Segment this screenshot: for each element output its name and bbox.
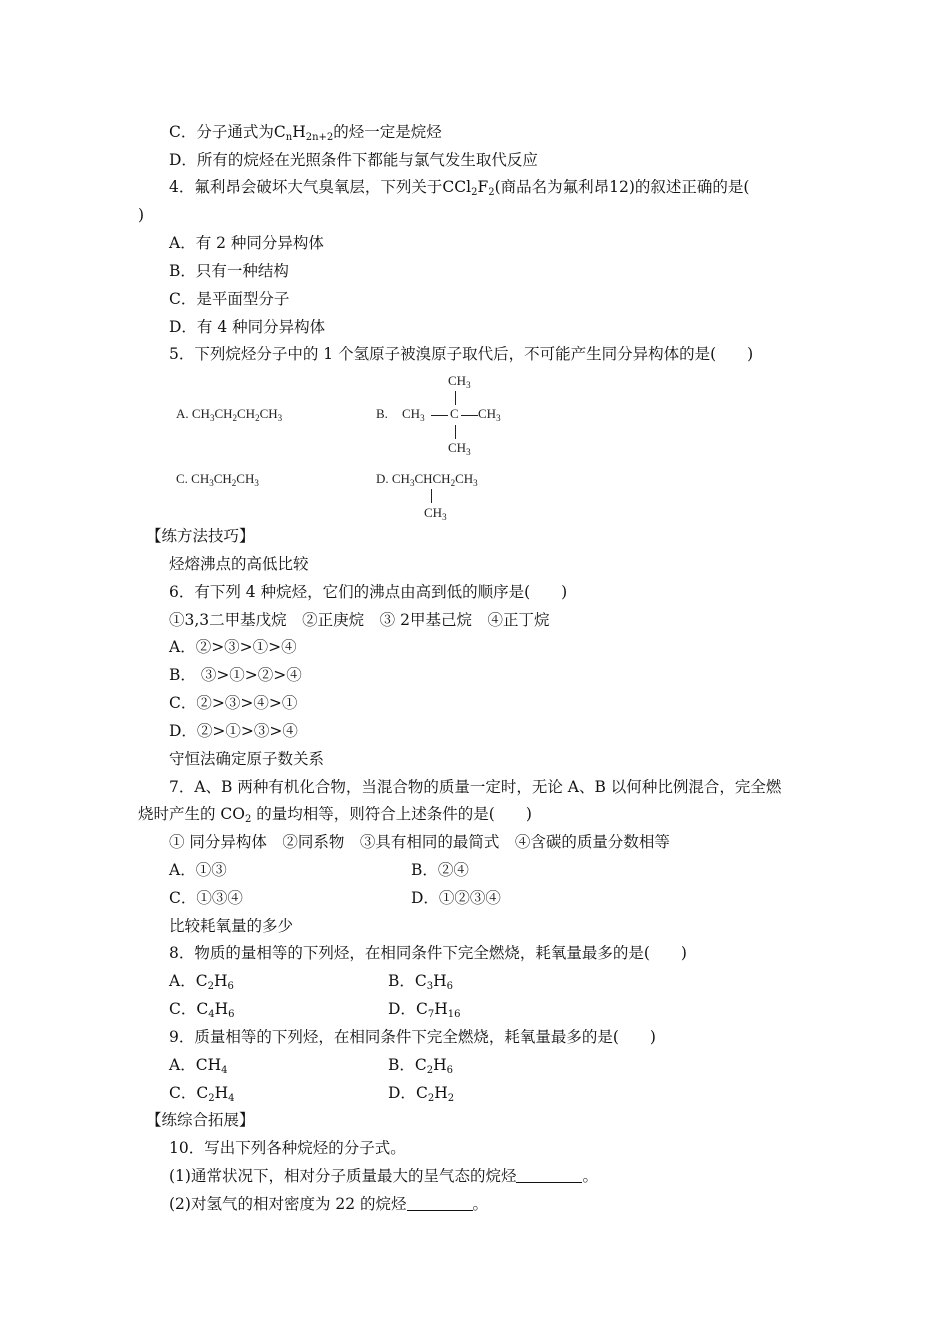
q4-option-c: C．是平面型分子 [169,290,290,308]
q4-option-b: B．只有一种结构 [169,262,289,280]
q8-option-c: C．$C_4H_6$ [169,1000,235,1020]
q7-stem-2: 烧时产生的 $CO_2$ 的量均相等，则符合上述条件的是( ) [138,805,532,825]
q7-stem-1: 7．A、B 两种有机化合物，当混合物的质量一定时，无论 A、B 以何种比例混合，完全燃 [169,778,782,796]
q6-option-c: C．②>③>④>① [169,694,298,712]
section-heading-methods: 【练方法技巧】 [146,527,255,545]
q6-option-d: D．②>①>③>④ [169,722,298,740]
section-heading-comprehensive: 【练综合拓展】 [146,1111,255,1129]
q8-option-a: A．$C_2H_6$ [169,972,234,992]
q7-option-d: D．①②③④ [411,889,501,907]
q8-stem: 8．物质的量相等的下列烃，在相同条件下完全燃烧，耗氧量最多的是( ) [169,944,687,962]
q7-option-b: B．②④ [411,861,469,879]
q9-stem: 9．质量相等的下列烃，在相同条件下完全燃烧，耗氧量最多的是( ) [169,1028,656,1046]
q6-stem: 6．有下列 4 种烷烃，它们的沸点由高到低的顺序是( ) [169,583,568,601]
q9-option-a: A．$CH_4$ [169,1056,228,1076]
q7-items: ① 同分异构体 ②同系物 ③具有相同的最简式 ④含碳的质量分数相等 [169,833,670,851]
q10-part-1: (1)通常状况下，相对分子质量最大的呈气态的烷烃 。 [169,1167,598,1185]
topic-conservation: 守恒法确定原子数关系 [169,750,325,768]
q7-option-c: C．①③④ [169,889,243,907]
q4-stem: 4．氟利昂会破坏大气臭氧层，下列关于$CCl_2F_2$(商品名为氟利昂12)的叙述正确的是( [169,178,750,198]
q3-option-d: D．所有的烷烃在光照条件下都能与氯气发生取代反应 [169,151,538,169]
topic-boiling-point: 烃熔沸点的高低比较 [169,555,309,573]
q5-stem: 5．下列烷烃分子中的 1 个氢原子被溴原子取代后，不可能产生同分异构体的是( ) [169,345,754,363]
q5-structure-c: C. $CH_3CH_2CH_3$ [176,471,259,488]
answer-blank-2[interactable] [407,1196,473,1211]
q10-part-2: (2)对氢气的相对密度为 22 的烷烃 。 [169,1195,489,1213]
q4-option-a: A．有 2 种同分异构体 [169,234,324,252]
q9-option-b: B．$C_2H_6$ [388,1056,454,1076]
q6-option-a: A．②>③>①>④ [169,638,297,656]
q7-option-a: A．①③ [169,861,227,879]
q6-option-b: B． ③>①>②>④ [169,666,302,684]
q9-option-c: C．$C_2H_4$ [169,1084,235,1104]
answer-blank-1[interactable] [516,1168,582,1183]
q3-option-c: C．分子通式为$C_nH_{2n+2}$的烃一定是烷烃 [169,123,442,143]
q4-option-d: D．有 4 种同分异构体 [169,318,326,336]
topic-oxygen: 比较耗氧量的多少 [169,917,294,935]
q5-structure-a: A. $CH_3CH_2CH_2CH_3$ [176,406,283,423]
q8-option-b: B．$C_3H_6$ [388,972,454,992]
q6-items: ①3,3二甲基戊烷 ②正庚烷 ③ 2甲基己烷 ④正丁烷 [169,611,550,629]
q4-stem-end: ) [138,206,145,224]
q8-option-d: D．$C_7H_{16}$ [388,1000,461,1020]
q10-stem: 10．写出下列各种烷烃的分子式。 [169,1139,406,1157]
q9-option-d: D．$C_2H_2$ [388,1084,455,1104]
